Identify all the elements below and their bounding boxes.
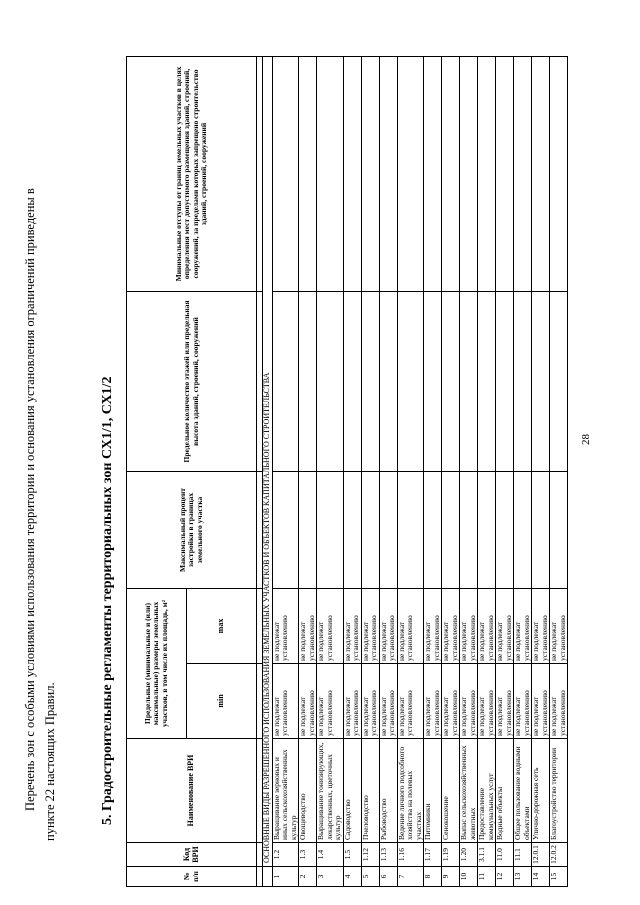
row-name: Водные объекты (496, 739, 514, 843)
row-percent (343, 471, 361, 588)
row-percent (379, 471, 397, 588)
row-name: Предоставление коммунальных услуг (478, 739, 496, 843)
row-floors (379, 291, 397, 471)
row-number: 5 (361, 867, 379, 887)
row-min: не подлежат установлению (272, 664, 299, 739)
row-code: 12.0.1 (532, 843, 550, 867)
row-percent (442, 471, 460, 588)
row-number: 10 (460, 867, 478, 887)
row-percent (397, 471, 424, 588)
row-code: 11.0 (496, 843, 514, 867)
group-main-label: ОСНОВНЫЕ ВИДЫ РАЗРЕШЕННОГО ИСПОЛЬЗОВАНИЯ ЗЕМЕЛЬНЫХ УЧАСТКОВ И ОБЪЕКТОВ КАПИТАЛЬНОГО СТРОИТЕЛЬСТВА (263, 56, 273, 866)
row-name: Общее пользование водными объектами (514, 739, 532, 843)
row-max: не подлежат установлению (532, 588, 550, 663)
row-min: не подлежат установлению (299, 664, 317, 739)
table-row (532, 56, 550, 886)
row-percent (460, 471, 478, 588)
table-row (496, 56, 514, 886)
row-name: Выпас сельскохозяйственных животных (460, 739, 478, 843)
row-number: 1 (272, 867, 299, 887)
row-name: Садоводство (343, 739, 361, 843)
row-floors (478, 291, 496, 471)
table-row (442, 56, 460, 886)
row-number: 14 (532, 867, 550, 887)
row-setbacks (299, 56, 317, 291)
header-name: Наименование ВРИ (127, 739, 257, 843)
row-number: 12 (496, 867, 514, 887)
row-floors (343, 291, 361, 471)
intro-line: Перечень зон с особыми условиями использования территории и основания установления ограничений приведены в (23, 188, 37, 811)
table-body (263, 56, 568, 886)
group-row (263, 56, 273, 886)
row-code: 1.2 (272, 843, 299, 867)
row-floors (397, 291, 424, 471)
row-percent (272, 471, 299, 588)
row-code: 1.16 (397, 843, 424, 867)
row-setbacks (343, 56, 361, 291)
header-min: min (187, 664, 257, 739)
intro-paragraph (20, 41, 60, 841)
row-max: не подлежат установлению (317, 588, 344, 663)
row-name: Питомники (424, 739, 442, 843)
row-max: не подлежат установлению (272, 588, 299, 663)
row-min: не подлежат установлению (514, 664, 532, 739)
page-number: 28 (580, 434, 592, 445)
row-min: не подлежат установлению (424, 664, 442, 739)
table-row (478, 56, 496, 886)
table-row (299, 56, 317, 886)
table-header-row (127, 56, 187, 886)
row-number: 2 (299, 867, 317, 887)
row-name: Выращивание зерновых и иных сельскохозяйственных культур (272, 739, 299, 843)
row-setbacks (496, 56, 514, 291)
row-setbacks (478, 56, 496, 291)
row-floors (272, 291, 299, 471)
row-floors (514, 291, 532, 471)
row-max: не подлежат установлению (379, 588, 397, 663)
row-percent (478, 471, 496, 588)
row-code: 1.19 (442, 843, 460, 867)
row-floors (299, 291, 317, 471)
row-max: не подлежат установлению (343, 588, 361, 663)
row-percent (317, 471, 344, 588)
row-name: Выращивание тонизирующих, лекарственных, цветочных культур (317, 739, 344, 843)
row-floors (361, 291, 379, 471)
row-floors (317, 291, 344, 471)
header-code: Код ВРИ (127, 843, 257, 867)
row-number: 8 (424, 867, 442, 887)
row-max: не подлежат установлению (514, 588, 532, 663)
row-name: Рыбоводство (379, 739, 397, 843)
row-percent (550, 471, 568, 588)
intro-line: пункте 22 настоящих Правил. (43, 682, 57, 841)
row-max: не подлежат установлению (397, 588, 424, 663)
row-min: не подлежат установлению (550, 664, 568, 739)
header-setbacks: Минимальные отступы от границ земельных участков в целях определения мест допустимого размещения зданий, строений, сооружений, за пределами которых запрещено строительство зданий, строений, сооружений (127, 56, 257, 291)
row-setbacks (361, 56, 379, 291)
row-name: Пчеловодство (361, 739, 379, 843)
row-min: не подлежат установлению (496, 664, 514, 739)
row-floors (442, 291, 460, 471)
row-setbacks (442, 56, 460, 291)
row-code: 1.13 (379, 843, 397, 867)
table-row (397, 56, 424, 886)
row-code: 1.5 (343, 843, 361, 867)
row-percent (424, 471, 442, 588)
row-max: не подлежат установлению (424, 588, 442, 663)
row-max: не подлежат установлению (478, 588, 496, 663)
row-max: не подлежат установлению (550, 588, 568, 663)
row-min: не подлежат установлению (478, 664, 496, 739)
row-code: 11.1 (514, 843, 532, 867)
row-floors (496, 291, 514, 471)
row-min: не подлежат установлению (379, 664, 397, 739)
row-code: 12.0.2 (550, 843, 568, 867)
row-number: 3 (317, 867, 344, 887)
row-code: 1.12 (361, 843, 379, 867)
row-number: 15 (550, 867, 568, 887)
row-number: 4 (343, 867, 361, 887)
row-name: Благоустройство территории (550, 739, 568, 843)
row-setbacks (532, 56, 550, 291)
table-row (550, 56, 568, 886)
row-code: 1.20 (460, 843, 478, 867)
row-percent (361, 471, 379, 588)
row-min: не подлежат установлению (442, 664, 460, 739)
row-number: 11 (478, 867, 496, 887)
row-setbacks (460, 56, 478, 291)
regulations-table (126, 56, 568, 887)
table-row (424, 56, 442, 886)
row-setbacks (397, 56, 424, 291)
row-min: не подлежат установлению (317, 664, 344, 739)
row-number: 6 (379, 867, 397, 887)
row-setbacks (272, 56, 299, 291)
row-percent (514, 471, 532, 588)
row-code: 3.1.1 (478, 843, 496, 867)
row-setbacks (550, 56, 568, 291)
row-setbacks (514, 56, 532, 291)
table-row (379, 56, 397, 886)
row-number: 13 (514, 867, 532, 887)
row-min: не подлежат установлению (460, 664, 478, 739)
row-percent (299, 471, 317, 588)
row-floors (460, 291, 478, 471)
row-floors (550, 291, 568, 471)
row-code: 1.4 (317, 843, 344, 867)
header-max: max (187, 588, 257, 663)
row-max: не подлежат установлению (460, 588, 478, 663)
table-row (460, 56, 478, 886)
table-row (317, 56, 344, 886)
header-size-group: Предельные (минимальные и (или) максимальные) размеры земельных участков, в том числе их площадь, м² (127, 588, 187, 738)
row-min: не подлежат установлению (397, 664, 424, 739)
row-code: 1.17 (424, 843, 442, 867)
row-floors (532, 291, 550, 471)
header-num: № п/п (127, 867, 257, 887)
row-max: не подлежат установлению (442, 588, 460, 663)
row-setbacks (379, 56, 397, 291)
row-min: не подлежат установлению (532, 664, 550, 739)
row-max: не подлежат установлению (299, 588, 317, 663)
table-row (343, 56, 361, 886)
table-row (272, 56, 299, 886)
row-percent (496, 471, 514, 588)
table-row (361, 56, 379, 886)
row-name: Овощеводство (299, 739, 317, 843)
row-name: Сенокошение (442, 739, 460, 843)
row-max: не подлежат установлению (361, 588, 379, 663)
header-floors: Предельное количество этажей или предельная высота зданий, строений, сооружений (127, 291, 257, 471)
table-row (514, 56, 532, 886)
row-setbacks (317, 56, 344, 291)
row-max: не подлежат установлению (496, 588, 514, 663)
row-percent (532, 471, 550, 588)
section-title: 5. Градостроительные регламенты территориальных зон СХ1/1, СХ1/2 (100, 376, 115, 825)
header-percent: Максимальный процент застройки в границах земельного участка (127, 471, 257, 588)
row-code: 1.3 (299, 843, 317, 867)
row-setbacks (424, 56, 442, 291)
row-number: 9 (442, 867, 460, 887)
row-floors (424, 291, 442, 471)
row-min: не подлежат установлению (343, 664, 361, 739)
row-name: Улично-дорожная сеть (532, 739, 550, 843)
row-number: 7 (397, 867, 424, 887)
row-min: не подлежат установлению (361, 664, 379, 739)
row-name: Ведение личного подсобного хозяйства на полевых участках (397, 739, 424, 843)
